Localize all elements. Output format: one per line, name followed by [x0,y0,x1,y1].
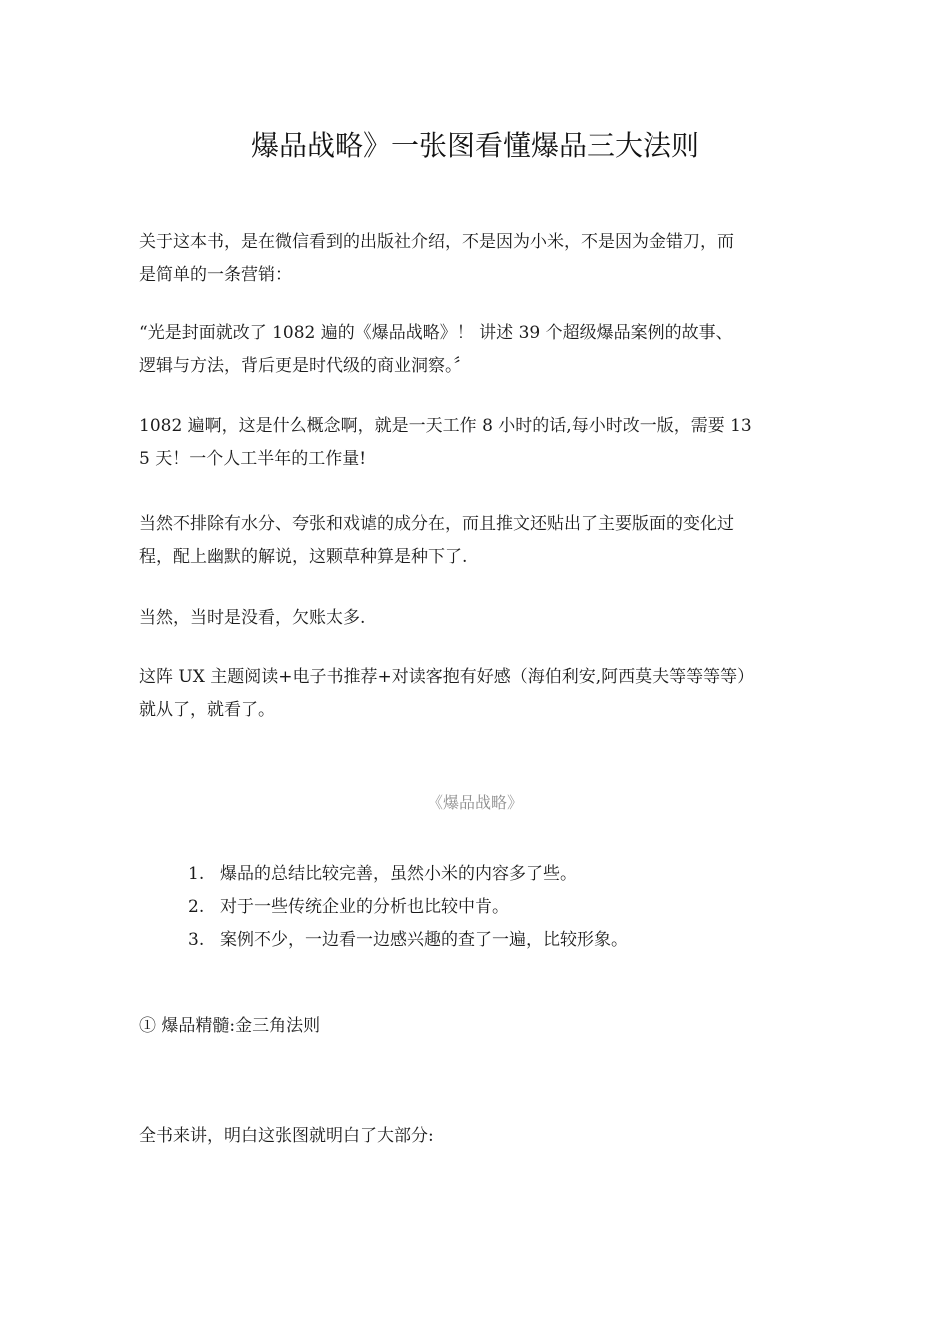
intro-paragraph [139,226,814,292]
debt-paragraph: 当然，当时是没看，欠账太多. [139,608,366,628]
list-item-text: 对于一些传统企业的分析也比较中肯。 [220,897,509,917]
promo-paragraph [139,508,814,574]
list-item-text: 案例不少，一边看一边感兴趣的查了一遍，比较形象。 [220,930,628,950]
image-caption: 《爆品战略》 [426,793,523,812]
reason-line-2: 就从了，就看了。 [139,700,275,720]
promo-line-2: 程，配上幽默的解说，这颗草种算是种下了. [139,547,468,567]
section-heading: ① 爆品精髓:金三角法则 [139,1016,321,1036]
reason-line-1: 这阵 UX 主题阅读+电子书推荐+对读客抱有好感（海伯利安,阿西莫夫等等等等） [139,667,755,687]
list-item-number: 1. [188,864,205,884]
intro-line-2: 是简单的一条营销： [139,265,292,285]
document-title: 爆品战略》一张图看懂爆品三大法则 [250,129,699,162]
count-paragraph [139,410,814,476]
reason-paragraph [139,661,814,727]
list-item-number: 2. [188,897,205,917]
count-line-2: 5 天！一个人工半年的工作量! [139,449,367,469]
list-item [188,891,808,924]
list-item [188,858,808,891]
intro-line-1: 关于这本书，是在微信看到的出版社介绍，不是因为小米，不是因为金错刀，而 [139,232,734,252]
quote-paragraph [139,317,814,383]
quote-line-2: 逻辑与方法，背后更是时代级的商业洞察。〞 [139,356,471,376]
list-item [188,924,808,957]
count-line-1: 1082 遍啊，这是什么概念啊，就是一天工作 8 小时的话,每小时改一版，需要 13 [139,416,752,436]
quote-line-1: “光是封面就改了 1082 遍的《爆品战略》！ 讲述 39 个超级爆品案例的故事、 [139,323,733,343]
promo-line-1: 当然不排除有水分、夸张和戏谑的成分在，而且推文还贴出了主要版面的变化过 [139,514,734,534]
closing-paragraph: 全书来讲，明白这张图就明白了大部分: [139,1126,434,1146]
review-list [188,858,808,957]
list-item-number: 3. [188,930,205,950]
list-item-text: 爆品的总结比较完善，虽然小米的内容多了些。 [220,864,577,884]
